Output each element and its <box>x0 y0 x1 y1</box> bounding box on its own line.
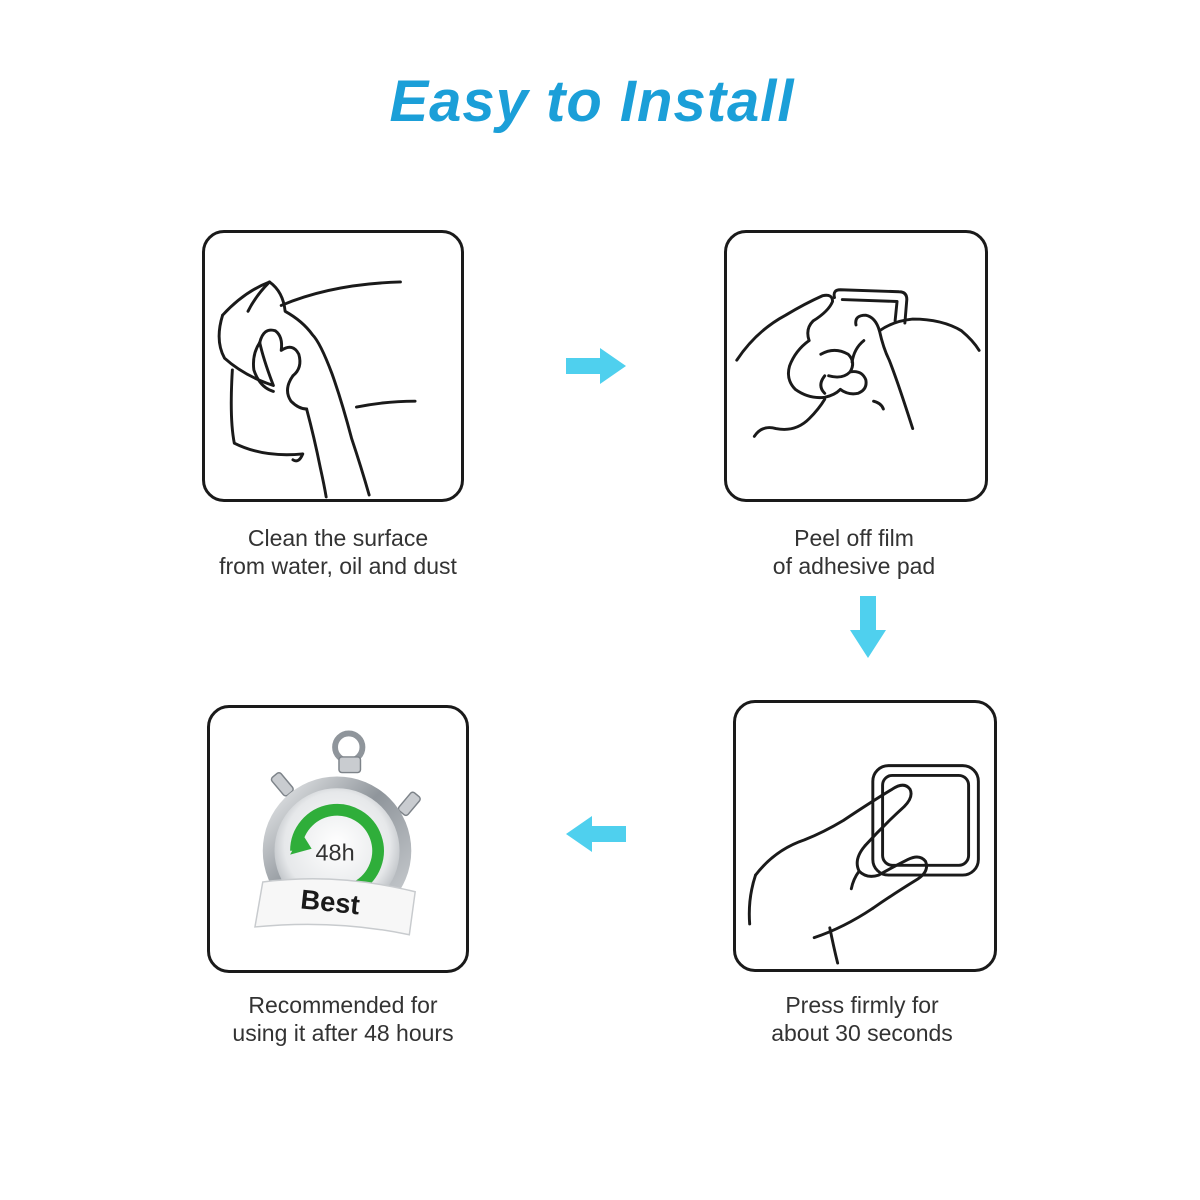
caption-line: of adhesive pad <box>772 553 936 579</box>
caption-line: Clean the surface <box>247 525 429 551</box>
page-title: Easy to Install <box>389 69 795 134</box>
arrow-left-icon <box>564 814 628 854</box>
arrow-right-icon <box>564 346 628 386</box>
step-peel-film-card <box>724 230 988 502</box>
caption-line: using it after 48 hours <box>232 1020 454 1046</box>
step-clean-surface-card <box>202 230 464 502</box>
step-press-caption <box>692 991 1032 1047</box>
stopwatch-ribbon-label: Best <box>299 883 362 921</box>
caption-line: Press firmly for <box>785 992 939 1018</box>
caption-line: about 30 seconds <box>771 1020 953 1046</box>
caption-line: from water, oil and dust <box>219 553 457 579</box>
step-peel-caption <box>684 524 1024 580</box>
step-press-firmly-card <box>733 700 997 972</box>
caption-line: Recommended for <box>248 992 438 1018</box>
hand-pressing-icon <box>736 703 994 969</box>
caption-line: Peel off film <box>794 525 914 551</box>
stopwatch-icon <box>210 708 466 970</box>
hand-wiping-icon <box>205 233 461 499</box>
step-wait-caption <box>168 991 518 1047</box>
arrow-down-icon <box>848 594 888 660</box>
step-wait-48h-card <box>207 705 469 973</box>
stopwatch-time-label: 48h <box>315 839 355 866</box>
hands-peeling-icon <box>727 233 985 499</box>
step-clean-caption <box>168 524 508 580</box>
